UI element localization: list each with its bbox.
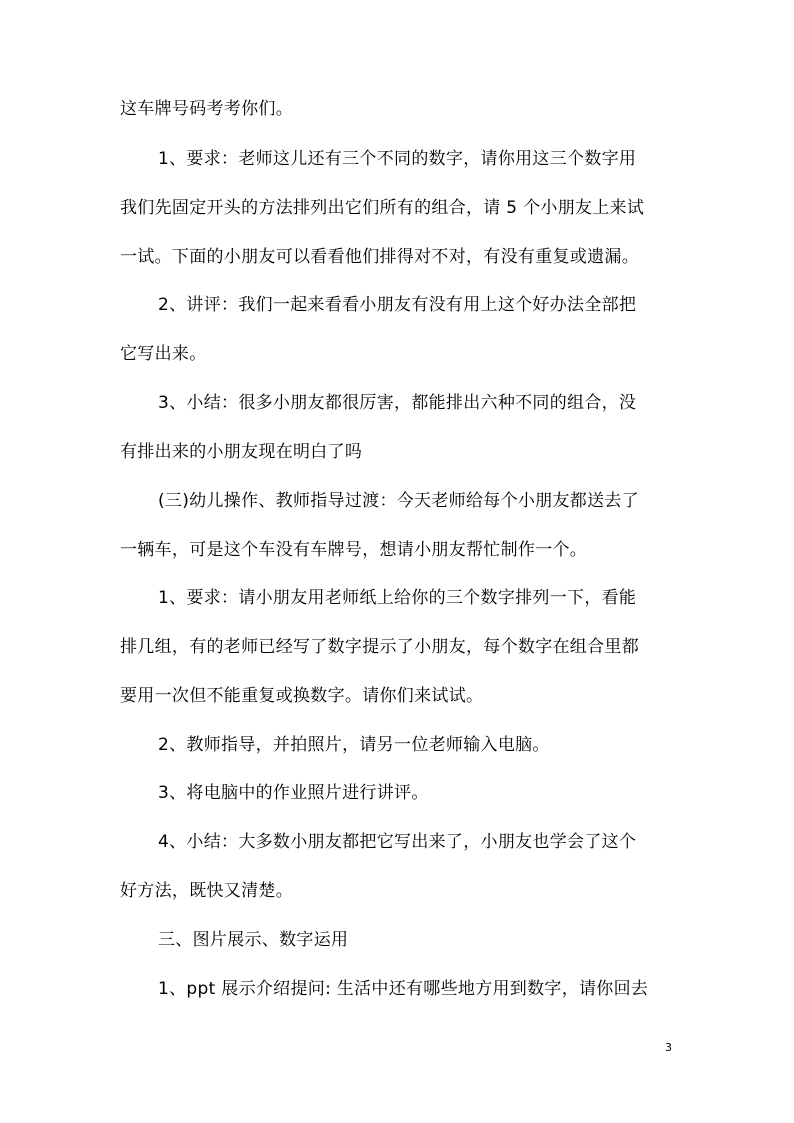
text-line: 有排出来的小朋友现在明白了吗 xyxy=(120,442,363,462)
text-line: 2、教师指导，并拍照片，请另一位老师输入电脑。 xyxy=(158,735,550,755)
text-line: 4、小结：大多数小朋友都把它写出来了，小朋友也学会了这个 xyxy=(158,832,637,852)
text-line: 这车牌号码考考你们。 xyxy=(120,99,293,119)
text-line: 它写出来。 xyxy=(120,344,207,364)
text-line: 我们先固定开头的方法排列出它们所有的组合，请 5 个小朋友上来试 xyxy=(120,198,645,218)
text-line: 一辆车，可是这个车没有车牌号，想请小朋友帮忙制作一个。 xyxy=(120,540,588,560)
text-line: (三)幼儿操作、教师指导过渡：今天老师给每个小朋友都送去了 xyxy=(158,491,639,511)
page-number: 3 xyxy=(665,1041,672,1054)
text-line: 1、要求：请小朋友用老师纸上给你的三个数字排列一下，看能 xyxy=(158,588,637,608)
text-line: 三、图片展示、数字运用 xyxy=(158,930,349,950)
text-line: 好方法，既快又清楚。 xyxy=(120,881,293,901)
text-line: 要用一次但不能重复或换数字。请你们来试试。 xyxy=(120,686,484,706)
text-line: 一试。下面的小朋友可以看看他们排得对不对，有没有重复或遗漏。 xyxy=(120,247,639,267)
text-line: 1、ppt 展示介绍提问: 生活中还有哪些地方用到数字，请你回去 xyxy=(158,979,649,999)
text-line: 1、要求：老师这儿还有三个不同的数字，请你用这三个数字用 xyxy=(158,149,637,169)
text-line: 3、小结：很多小朋友都很厉害，都能排出六种不同的组合，没 xyxy=(158,393,637,413)
text-line: 2、讲评：我们一起来看看小朋友有没有用上这个好办法全部把 xyxy=(158,295,637,315)
text-line: 3、将电脑中的作业照片进行讲评。 xyxy=(158,783,429,803)
text-line: 排几组，有的老师已经写了数字提示了小朋友，每个数字在组合里都 xyxy=(120,637,639,657)
